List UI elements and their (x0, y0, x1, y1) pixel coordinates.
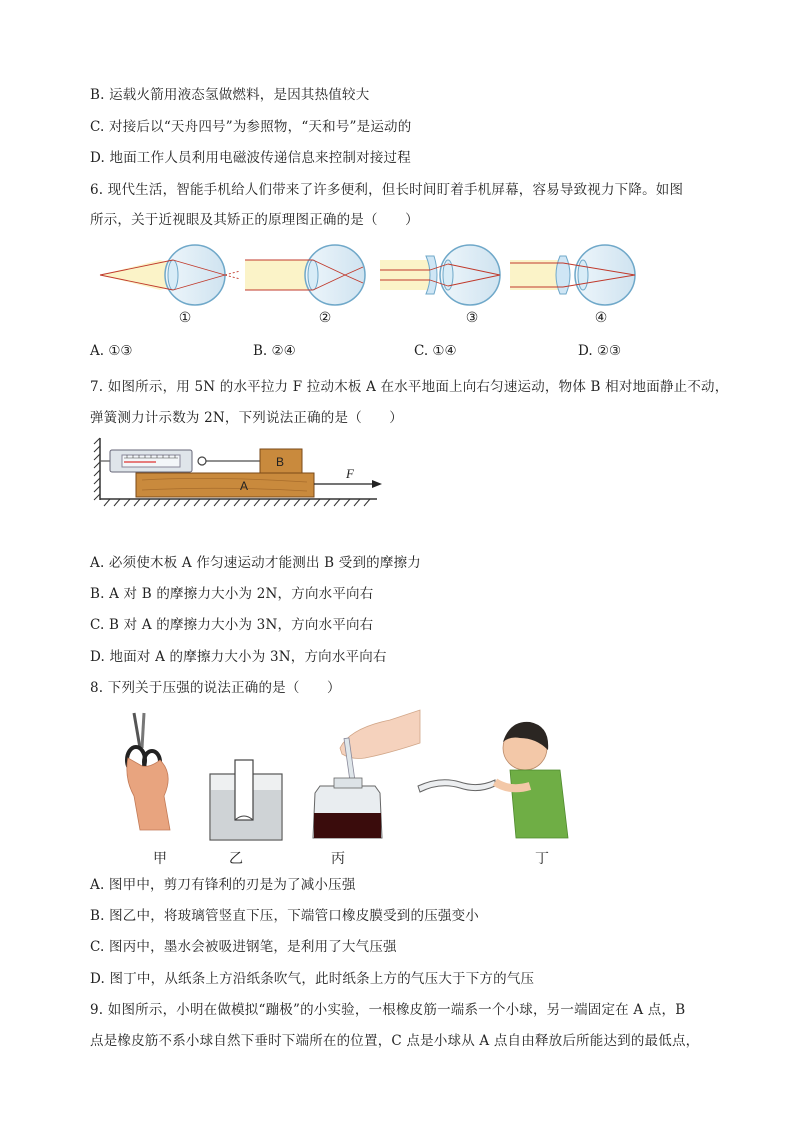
force-label: F (346, 466, 354, 481)
q8-option-d: D. 图丁中，从纸条上方沿纸条吹气，此时纸条上方的气压大于下方的气压 (90, 971, 535, 987)
eye-label-2: ② (318, 310, 332, 326)
fig-label-ding: 丁 (535, 851, 549, 867)
q7-option-b: B. A 对 B 的摩擦力大小为 2N，方向水平向右 (90, 586, 374, 602)
eye-3 (380, 245, 500, 305)
q5-option-c: C. 对接后以“天舟四号”为参照物，“天和号”是运动的 (90, 119, 412, 135)
q8-option-b: B. 图乙中，将玻璃管竖直下压，下端管口橡皮膜受到的压强变小 (90, 908, 480, 924)
eye-label-4: ④ (594, 310, 608, 326)
q8-stem: 8. 下列关于压强的说法正确的是（ ） (90, 680, 341, 696)
q7-stem-line2: 弹簧测力计示数为 2N，下列说法正确的是（ ） (90, 410, 403, 426)
q7-option-d: D. 地面对 A 的摩擦力大小为 3N，方向水平向右 (90, 649, 387, 665)
boy-blowing-paper (418, 722, 568, 838)
q6-option-d: D. ②③ (578, 343, 622, 359)
board-a-label: A (240, 479, 249, 493)
eye-4 (510, 245, 635, 305)
scissors-in-hand (127, 713, 170, 830)
q9-stem-line2: 点是橡皮筋不系小球自然下垂时下端所在的位置，C 点是小球从 A 点自由释放后所能达到的最低点， (90, 1033, 700, 1049)
spring-scale-figure (92, 436, 392, 510)
pressure-figures (90, 708, 570, 843)
fig-label-bing: 丙 (331, 851, 345, 867)
eye-2 (245, 245, 365, 305)
q6-option-a: A. ①③ (90, 343, 133, 359)
q6-option-b: B. ②④ (253, 343, 296, 359)
wall (94, 438, 100, 500)
beaker-with-tube (210, 760, 282, 840)
q8-option-c: C. 图丙中，墨水会被吸进钢笔，是利用了大气压强 (90, 939, 397, 955)
q6-stem-line2: 所示，关于近视眼及其矫正的原理图正确的是（ ） (90, 212, 419, 228)
eye-label-3: ③ (465, 310, 479, 326)
ink-bottle-with-pen (313, 710, 420, 838)
fig-label-yi: 乙 (229, 851, 243, 867)
spring-scale (100, 450, 260, 472)
q5-option-b: B. 运载火箭用液态氢做燃料，是因其热值较大 (90, 87, 370, 103)
q5-option-d: D. 地面工作人员利用电磁波传递信息来控制对接过程 (90, 150, 411, 166)
q9-stem-line1: 9. 如图所示，小明在做模拟“蹦极”的小实验，一根橡皮筋一端系一个小球，另一端固定在 A 点，B (90, 1002, 686, 1018)
q8-option-a: A. 图甲中，剪刀有锋利的刃是为了减小压强 (90, 877, 356, 893)
block-b-label: B (276, 455, 285, 469)
q6-option-c: C. ①④ (414, 343, 457, 359)
q7-stem-line1: 7. 如图所示，用 5N 的水平拉力 F 拉动木板 A 在水平地面上向右匀速运动，物体 B 相对地面静止不动， (90, 379, 729, 395)
q6-stem-line1: 6. 现代生活，智能手机给人们带来了许多便利，但长时间盯着手机屏幕，容易导致视力下降。如图 (90, 182, 684, 198)
fig-label-jia: 甲 (153, 851, 167, 867)
ground (100, 499, 377, 506)
eye-label-1: ① (178, 310, 192, 326)
q7-option-c: C. B 对 A 的摩擦力大小为 3N，方向水平向右 (90, 617, 374, 633)
q7-option-a: A. 必须使木板 A 作匀速运动才能测出 B 受到的摩擦力 (90, 555, 421, 571)
eye-1 (100, 245, 240, 305)
board-a (136, 473, 314, 497)
